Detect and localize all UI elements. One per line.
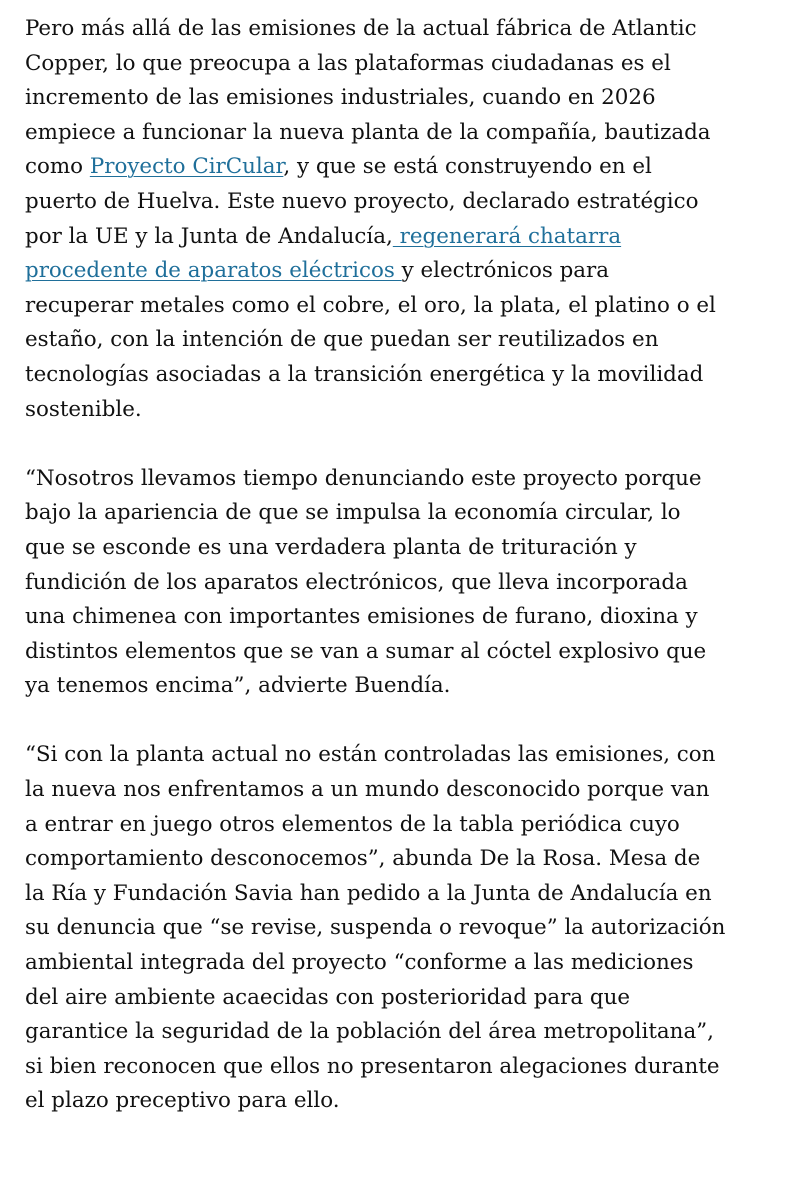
text-line: [25, 150, 781, 185]
text-segment: y electrónicos para: [401, 258, 610, 284]
article-paragraph: [25, 738, 781, 1119]
text-line: [25, 531, 781, 566]
text-line: [25, 496, 781, 531]
text-line: [25, 1015, 781, 1050]
text-segment: puerto de Huelva. Este nuevo proyecto, declarado estratégico: [25, 188, 699, 214]
article-paragraph: [25, 12, 781, 427]
text-line: [25, 635, 781, 670]
text-segment: “Nosotros llevamos tiempo denunciando este proyecto porque: [25, 465, 702, 491]
text-line: [25, 185, 781, 220]
article-paragraph: [25, 462, 781, 704]
text-segment: por la UE y la Junta de Andalucía,: [25, 223, 393, 249]
text-line: [25, 842, 781, 877]
text-segment: empiece a funcionar la nueva planta de la compañía, bautizada: [25, 119, 711, 145]
text-segment: una chimenea con importantes emisiones de furano, dioxina y: [25, 604, 698, 630]
text-segment: garantice la seguridad de la población del área metropolitana”,: [25, 1019, 714, 1045]
text-segment: distintos elementos que se van a sumar al cóctel explosivo que: [25, 638, 707, 664]
text-segment: su denuncia que “se revise, suspenda o revoque” la autorización: [25, 915, 726, 941]
text-segment: la nueva nos enfrentamos a un mundo desconocido porque van: [25, 777, 710, 803]
text-line: [25, 566, 781, 601]
text-segment: Pero más allá de las emisiones de la actual fábrica de Atlantic: [25, 16, 697, 41]
text-segment: fundición de los aparatos electrónicos, que lleva incorporada: [25, 569, 688, 595]
text-segment: a entrar en juego otros elementos de la tabla periódica cuyo: [25, 811, 680, 837]
text-line: [25, 669, 781, 704]
text-segment: ya tenemos encima”, advierte Buendía.: [25, 673, 451, 699]
text-segment: sostenible.: [25, 396, 142, 422]
text-segment: recuperar metales como el cobre, el oro, la plata, el platino o el: [25, 292, 716, 318]
article-link[interactable]: procedente de aparatos eléctricos: [25, 258, 402, 284]
text-line: [25, 1050, 781, 1085]
text-segment: como: [25, 154, 90, 180]
text-segment: comportamiento desconocemos”, abunda De la Rosa. Mesa de: [25, 846, 701, 872]
text-segment: Copper, lo que preocupa a las plataformas ciudadanas es el: [25, 50, 671, 76]
text-line: [25, 738, 781, 773]
text-line: [25, 12, 781, 47]
text-segment: estaño, con la intención de que puedan ser reutilizados en: [25, 327, 659, 353]
text-segment: que se esconde es una verdadera planta de trituración y: [25, 534, 637, 560]
text-segment: si bien reconocen que ellos no presentaron alegaciones durante: [25, 1053, 720, 1079]
text-segment: tecnologías asociadas a la transición energética y la movilidad: [25, 361, 704, 387]
text-segment: incremento de las emisiones industriales, cuando en 2026: [25, 85, 656, 111]
text-line: [25, 220, 781, 255]
text-segment: la Ría y Fundación Savia han pedido a la Junta de Andalucía en: [25, 880, 712, 906]
text-line: [25, 358, 781, 393]
text-segment: “Si con la planta actual no están controladas las emisiones, con: [25, 742, 716, 768]
text-line: [25, 323, 781, 358]
text-line: [25, 600, 781, 635]
text-segment: , y que se está construyendo en el: [283, 154, 652, 180]
text-line: [25, 773, 781, 808]
text-segment: el plazo preceptivo para ello.: [25, 1088, 340, 1114]
text-line: [25, 911, 781, 946]
text-line: [25, 81, 781, 116]
text-line: [25, 393, 781, 428]
text-line: [25, 808, 781, 843]
text-line: [25, 1084, 781, 1119]
text-line: [25, 116, 781, 151]
text-line: [25, 289, 781, 324]
text-segment: bajo la apariencia de que se impulsa la economía circular, lo: [25, 500, 681, 526]
text-segment: del aire ambiente acaecidas con posterioridad para que: [25, 984, 631, 1010]
text-line: [25, 47, 781, 82]
text-line: [25, 981, 781, 1016]
text-line: [25, 254, 781, 289]
article-body: [25, 12, 781, 1140]
text-line: [25, 462, 781, 497]
text-line: [25, 946, 781, 981]
text-segment: ambiental integrada del proyecto “conforme a las mediciones: [25, 950, 694, 976]
article-link[interactable]: regenerará chatarra: [392, 223, 622, 249]
article-link[interactable]: Proyecto CirCular: [89, 154, 284, 180]
text-line: [25, 877, 781, 912]
